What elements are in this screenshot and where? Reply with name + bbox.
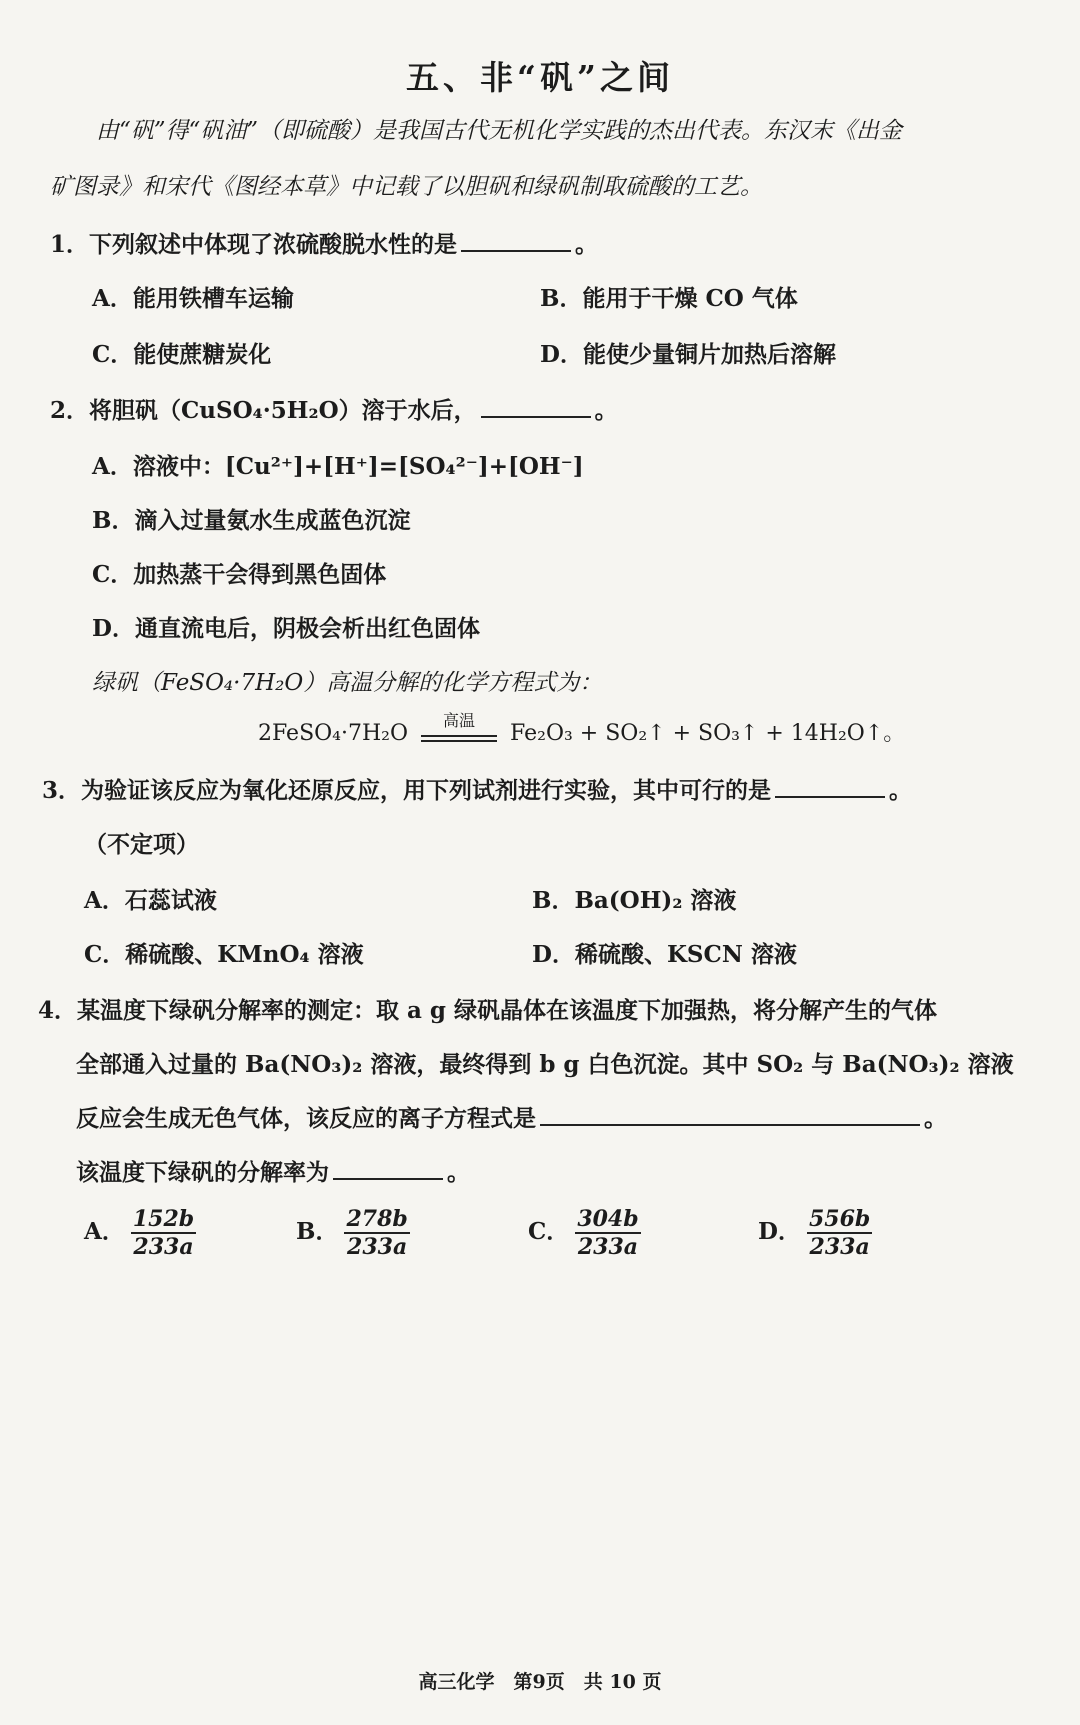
- q4-option-b-denominator: 233a: [347, 1234, 408, 1260]
- q1-stem-text: 1．下列叙述中体现了浓硫酸脱水性的是: [50, 231, 458, 258]
- q2-stem-text: 2．将胆矾（CuSO₄·5H₂O）溶于水后，: [50, 397, 477, 424]
- q3-answer-blank[interactable]: [775, 774, 885, 798]
- q3-stem-text: 3．为验证该反应为氧化还原反应，用下列试剂进行实验，其中可行的是: [42, 777, 772, 804]
- q4-option-d-label: D．: [758, 1218, 801, 1245]
- q4-option-a: [84, 1206, 196, 1260]
- q1-answer-blank[interactable]: [461, 228, 571, 252]
- equation-arrow: [421, 711, 497, 746]
- equation-left: 2FeSO₄·7H₂O: [258, 721, 409, 746]
- q4-line-4-text: 该温度下绿矾的分解率为: [76, 1159, 329, 1186]
- q4-line-2: 全部通入过量的 Ba(NO₃)₂ 溶液，最终得到 b g 白色沉淀。其中 SO₂ 与 Ba(NO₃)₂ 溶液: [76, 1051, 1014, 1078]
- green-vitriol-intro: 绿矾（FeSO₄·7H₂O）高温分解的化学方程式为：: [92, 670, 603, 696]
- q1-stem-end: 。: [575, 231, 599, 258]
- q4-option-a-numerator: 152b: [132, 1206, 195, 1232]
- q4-line-4: [76, 1154, 470, 1187]
- q4-line-3: [76, 1100, 947, 1133]
- q4-option-d-denominator: 233a: [809, 1234, 870, 1260]
- intro-line-1: 由“矾”得“矾油”（即硫酸）是我国古代无机化学实践的杰出代表。东汉末《出金: [96, 118, 903, 144]
- equation-condition: 高温: [443, 711, 476, 730]
- q2-option-b: B．滴入过量氨水生成蓝色沉淀: [92, 507, 411, 534]
- q3-option-c: C．稀硫酸、KMnO₄ 溶液: [84, 941, 364, 968]
- q4-option-a-denominator: 233a: [133, 1234, 194, 1260]
- q2-option-c: C．加热蒸干会得到黑色固体: [92, 561, 387, 588]
- q4-option-b-numerator: 278b: [346, 1206, 408, 1232]
- q4-option-d-numerator: 556b: [808, 1206, 871, 1232]
- q4-option-a-label: A．: [84, 1218, 125, 1245]
- q1-option-d: D．能使少量铜片加热后溶解: [540, 341, 836, 368]
- q1-option-b: B．能用于干燥 CO 气体: [540, 285, 798, 312]
- q2-stem: [50, 392, 618, 425]
- q4-rate-blank[interactable]: [333, 1156, 443, 1180]
- q4-option-d-fraction: [807, 1206, 872, 1260]
- q4-line-3-text: 反应会生成无色气体，该反应的离子方程式是: [76, 1105, 536, 1132]
- q2-option-d: D．通直流电后，阴极会析出红色固体: [92, 615, 480, 642]
- q4-option-c-fraction: [575, 1206, 640, 1260]
- q4-option-c-label: C．: [528, 1218, 570, 1245]
- decomposition-equation: [258, 711, 906, 747]
- q3-option-a: A．石蕊试液: [84, 887, 217, 914]
- q4-option-d: [758, 1206, 872, 1260]
- q4-option-b: [296, 1206, 410, 1260]
- q4-option-b-fraction: [344, 1206, 409, 1260]
- q4-option-a-fraction: [131, 1206, 196, 1260]
- q4-line-3-end: 。: [924, 1105, 947, 1132]
- q3-stem: [42, 772, 912, 805]
- equation-right: Fe₂O₃ + SO₂↑ + SO₃↑ + 14H₂O↑。: [510, 721, 906, 746]
- q2-answer-blank[interactable]: [481, 394, 591, 418]
- page-footer: 高三化学 第9页 共 10 页: [418, 1671, 662, 1693]
- q4-option-c-numerator: 304b: [577, 1206, 639, 1232]
- q1-option-a: A．能用铁槽车运输: [92, 285, 294, 312]
- q4-line-4-end: 。: [447, 1159, 470, 1186]
- q4-option-b-label: B．: [296, 1218, 339, 1245]
- q4-option-c-denominator: 233a: [577, 1234, 639, 1260]
- q1-stem: [50, 226, 598, 259]
- q2-option-a: A．溶液中：[Cu²⁺]+[H⁺]=[SO₄²⁻]+[OH⁻]: [92, 453, 584, 480]
- intro-line-2: 矿图录》和宋代《图经本草》中记载了以胆矾和绿矾制取硫酸的工艺。: [50, 174, 763, 200]
- q3-option-b: B．Ba(OH)₂ 溶液: [532, 887, 737, 914]
- section-title: 五、非“矾”之间: [406, 58, 674, 97]
- q3-note: （不定项）: [84, 831, 199, 858]
- q4-option-c: [528, 1206, 641, 1260]
- q4-ionic-equation-blank[interactable]: [540, 1102, 920, 1126]
- q4-line-1: 4．某温度下绿矾分解率的测定：取 a g 绿矾晶体在该温度下加强热，将分解产生的气体: [38, 997, 938, 1024]
- q3-option-d: D．稀硫酸、KSCN 溶液: [532, 941, 797, 968]
- q1-option-c: C．能使蔗糖炭化: [92, 341, 272, 368]
- q2-stem-end: 。: [594, 397, 618, 424]
- q3-stem-end: 。: [889, 777, 913, 804]
